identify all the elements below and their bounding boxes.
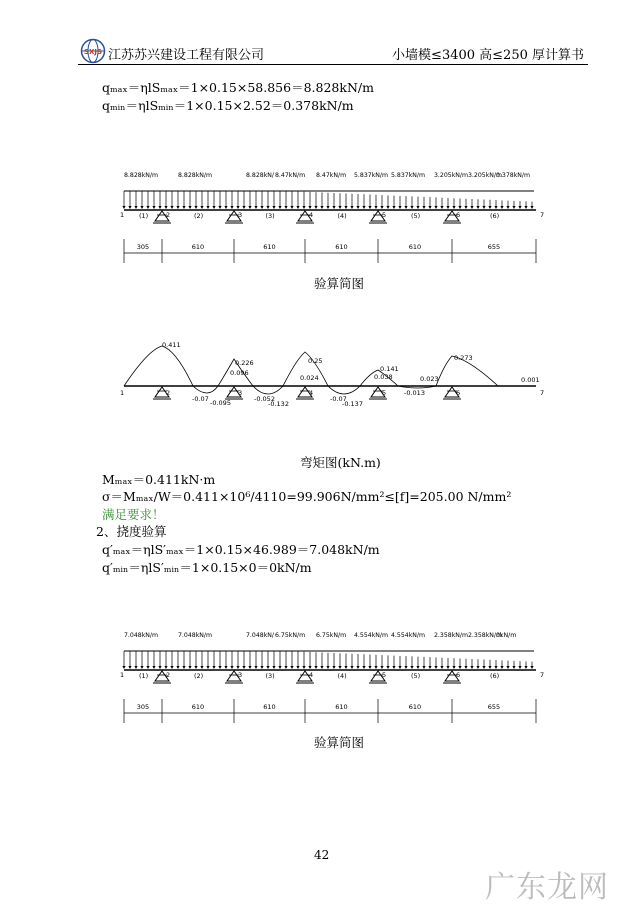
load-label: 3.205kN/m [468, 172, 503, 179]
load-arrowhead [206, 206, 209, 209]
load-arrowhead [212, 206, 215, 209]
load-arrowhead [326, 206, 329, 209]
span-label: (1) [139, 672, 149, 680]
load-arrowhead [446, 666, 449, 669]
load-label: 8.47kN/m [316, 172, 347, 179]
load-arrowhead [176, 666, 179, 669]
load-arrowhead [176, 206, 179, 209]
load-arrowhead [398, 666, 401, 669]
span-label: (2) [194, 672, 204, 680]
load-arrowhead [170, 666, 173, 669]
load-arrowhead [260, 206, 263, 209]
formula-qpmax: q′ₘₐₓ＝ηlS′ₘₐₓ＝1×0.15×46.989＝7.048kN/m [102, 542, 380, 557]
load-arrowhead [212, 666, 215, 669]
load-arrowhead [194, 206, 197, 209]
load-label: 7.048kN/m [124, 632, 159, 639]
load-arrowhead [350, 206, 353, 209]
moment-value-label: 0.038 [374, 373, 393, 381]
dimension-label: 610 [335, 243, 348, 251]
load-arrowhead [350, 666, 353, 669]
moment-value-label: 0.25 [308, 357, 323, 365]
load-arrowhead [344, 666, 347, 669]
load-label: 8.828kN/m [124, 172, 159, 179]
load-arrowhead [236, 666, 239, 669]
span-label: (2) [194, 212, 204, 220]
load-arrowhead [524, 666, 527, 669]
company-logo [80, 38, 106, 64]
watermark: 广东龙网 [485, 870, 609, 905]
load-arrowhead [362, 206, 365, 209]
dimension-label: 610 [263, 703, 276, 711]
load-arrowhead [224, 666, 227, 669]
load-arrowhead [476, 666, 479, 669]
load-arrowhead [290, 666, 293, 669]
load-arrowhead [434, 666, 437, 669]
load-arrowhead [284, 666, 287, 669]
node-label: 2 [166, 211, 171, 219]
load-arrowhead [188, 666, 191, 669]
load-arrowhead [404, 666, 407, 669]
calculation-diagram-1 [118, 165, 548, 275]
load-arrowhead [200, 206, 203, 209]
load-arrowhead [374, 666, 377, 669]
load-arrowhead [170, 206, 173, 209]
load-arrowhead [200, 666, 203, 669]
load-arrowhead [290, 206, 293, 209]
load-arrowhead [182, 206, 185, 209]
load-arrowhead [266, 666, 269, 669]
span-label: (3) [265, 672, 275, 680]
load-arrowhead [494, 206, 497, 209]
node-label: 4 [309, 671, 314, 679]
load-arrowhead [470, 666, 473, 669]
span-label: (6) [490, 672, 500, 680]
load-arrowhead [428, 206, 431, 209]
load-arrowhead [206, 666, 209, 669]
load-arrowhead [446, 206, 449, 209]
load-arrowhead [140, 206, 143, 209]
load-arrowhead [530, 206, 533, 209]
node-label: 6 [456, 671, 461, 679]
node-label: 2 [166, 671, 171, 679]
load-label: 3.205kN/m [434, 172, 469, 179]
load-arrowhead [338, 206, 341, 209]
load-arrowhead [242, 206, 245, 209]
load-arrowhead [266, 206, 269, 209]
load-arrowhead [506, 206, 509, 209]
load-label: 4.554kN/m [354, 632, 389, 639]
load-arrowhead [320, 666, 323, 669]
load-arrowhead [332, 206, 335, 209]
load-arrowhead [278, 666, 281, 669]
load-arrowhead [398, 206, 401, 209]
dimension-label: 610 [335, 703, 348, 711]
node-label: 7 [540, 671, 545, 679]
moment-value-label: -0.013 [404, 389, 425, 397]
load-arrowhead [464, 206, 467, 209]
caption-diagram-2: 验算简图 [314, 735, 365, 750]
result-mmax: Mₘₐₓ＝0.411kN·m [102, 472, 216, 487]
load-arrowhead [494, 666, 497, 669]
company-name: 江苏苏兴建设工程有限公司 [108, 48, 265, 63]
load-label: 4.554kN/m [391, 632, 426, 639]
moment-diagram [118, 335, 558, 415]
load-arrowhead [326, 666, 329, 669]
span-label: (5) [411, 212, 421, 220]
load-arrowhead [452, 666, 455, 669]
load-arrowhead [524, 206, 527, 209]
load-arrowhead [458, 666, 461, 669]
load-label: 2.358kN/m [434, 632, 469, 639]
caption-diagram-1: 验算简图 [314, 276, 365, 291]
dimension-label: 610 [408, 243, 422, 251]
node-label: 1 [120, 211, 125, 219]
load-arrowhead [452, 206, 455, 209]
dimension-label: 610 [191, 703, 205, 711]
moment-value-label: 0.024 [300, 374, 319, 382]
load-arrowhead [392, 206, 395, 209]
load-label: 8.47kN/m [275, 172, 306, 179]
load-arrowhead [260, 666, 263, 669]
load-arrowhead [188, 206, 191, 209]
load-arrowhead [518, 206, 521, 209]
load-arrowhead [230, 666, 233, 669]
load-arrowhead [152, 206, 155, 209]
load-arrowhead [530, 666, 533, 669]
moment-curve [124, 346, 536, 394]
load-arrowhead [128, 206, 131, 209]
load-arrowhead [374, 206, 377, 209]
header-rule [78, 64, 588, 65]
load-arrowhead [356, 206, 359, 209]
load-arrowhead [380, 206, 383, 209]
load-arrowhead [236, 206, 239, 209]
node-label: 7 [540, 389, 545, 397]
dimension-label: 305 [136, 703, 150, 711]
load-arrowhead [164, 206, 167, 209]
load-arrowhead [218, 666, 221, 669]
load-arrowhead [140, 666, 143, 669]
dimension-label: 610 [191, 243, 205, 251]
load-arrowhead [308, 666, 311, 669]
load-arrowhead [314, 206, 317, 209]
load-arrowhead [362, 666, 365, 669]
moment-value-label: -0.132 [268, 400, 289, 408]
load-arrowhead [284, 206, 287, 209]
load-arrowhead [158, 666, 161, 669]
node-label: 1 [120, 671, 125, 679]
load-arrowhead [182, 666, 185, 669]
load-arrowhead [122, 666, 125, 669]
load-arrowhead [416, 666, 419, 669]
load-label: 6.75kN/m [275, 632, 306, 639]
load-arrowhead [248, 206, 251, 209]
load-arrowhead [278, 206, 281, 209]
load-label: 5.837kN/m [354, 172, 389, 179]
load-arrowhead [332, 666, 335, 669]
load-label: 2.358kN/m [468, 632, 503, 639]
formula-qpmin: q′ₘᵢₙ＝ηlS′ₘᵢₙ＝1×0.15×0＝0kN/m [102, 560, 312, 575]
moment-value-label: 0.141 [380, 365, 399, 373]
load-arrowhead [224, 206, 227, 209]
load-label: 8.828kN/ [246, 172, 275, 179]
load-arrowhead [134, 206, 137, 209]
load-arrowhead [506, 666, 509, 669]
load-arrowhead [482, 206, 485, 209]
load-arrowhead [338, 666, 341, 669]
load-arrowhead [356, 666, 359, 669]
load-arrowhead [422, 666, 425, 669]
node-label: 6 [456, 389, 461, 397]
load-arrowhead [314, 666, 317, 669]
load-arrowhead [500, 666, 503, 669]
span-label: (5) [411, 672, 421, 680]
moment-value-label: -0.07 [192, 395, 209, 403]
load-label: 7.048kN/ [246, 632, 275, 639]
moment-value-label: 0.226 [235, 359, 254, 367]
load-arrowhead [320, 206, 323, 209]
caption-moment: 弯矩图(kN.m) [300, 455, 381, 470]
node-label: 5 [382, 389, 387, 397]
load-arrowhead [218, 206, 221, 209]
logo-text: SXJS [83, 48, 103, 56]
node-label: 5 [382, 211, 387, 219]
load-label: 7.048kN/m [178, 632, 213, 639]
load-arrowhead [386, 206, 389, 209]
moment-value-label: 0.001 [521, 376, 540, 384]
dimension-label: 305 [136, 243, 150, 251]
load-arrowhead [386, 666, 389, 669]
dimension-label: 655 [487, 243, 501, 251]
load-label: 6.75kN/m [316, 632, 347, 639]
load-arrowhead [272, 206, 275, 209]
load-label: 8.828kN/m [178, 172, 213, 179]
load-arrowhead [134, 666, 137, 669]
load-arrowhead [464, 666, 467, 669]
load-arrowhead [380, 666, 383, 669]
span-label: (4) [337, 212, 347, 220]
load-arrowhead [458, 206, 461, 209]
load-label: 0kN/m [496, 632, 517, 639]
load-arrowhead [254, 666, 257, 669]
moment-value-label: 0.096 [230, 369, 249, 377]
load-arrowhead [152, 666, 155, 669]
formula-qmax: qₘₐₓ＝ηlSₘₐₓ＝1×0.15×58.856＝8.828kN/m [102, 80, 374, 95]
moment-value-label: -0.137 [342, 400, 363, 408]
dimension-label: 655 [487, 703, 501, 711]
node-label: 3 [238, 211, 243, 219]
load-arrowhead [410, 666, 413, 669]
moment-value-label: 0.273 [454, 354, 473, 362]
result-sigma: σ＝Mₘₐₓ/W＝0.411×10⁶/4110=99.906N/mm²≤[f]=205.00 N/mm² [102, 489, 512, 504]
span-label: (6) [490, 212, 500, 220]
load-arrowhead [164, 666, 167, 669]
load-arrowhead [422, 206, 425, 209]
load-arrowhead [296, 666, 299, 669]
load-arrowhead [488, 666, 491, 669]
moment-value-label: 0.411 [162, 341, 181, 349]
load-arrowhead [368, 206, 371, 209]
page-number: 42 [314, 848, 330, 862]
load-arrowhead [128, 666, 131, 669]
load-arrowhead [146, 666, 149, 669]
dimension-label: 610 [408, 703, 422, 711]
load-arrowhead [428, 666, 431, 669]
load-arrowhead [242, 666, 245, 669]
load-arrowhead [296, 206, 299, 209]
document-title: 小墙模≤3400 高≤250 厚计算书 [392, 48, 584, 63]
moment-value-label: 0.023 [420, 375, 439, 383]
load-arrowhead [302, 206, 305, 209]
moment-value-label: -0.07 [330, 395, 347, 403]
load-arrowhead [122, 206, 125, 209]
section-heading-deflection: 2、挠度验算 [96, 524, 167, 539]
calculation-diagram-2 [118, 625, 548, 735]
load-arrowhead [410, 206, 413, 209]
load-arrowhead [308, 206, 311, 209]
load-arrowhead [434, 206, 437, 209]
load-arrowhead [230, 206, 233, 209]
node-label: 5 [382, 671, 387, 679]
load-arrowhead [344, 206, 347, 209]
load-arrowhead [476, 206, 479, 209]
node-label: 4 [309, 389, 314, 397]
load-arrowhead [146, 206, 149, 209]
load-arrowhead [194, 666, 197, 669]
dimension-label: 610 [263, 243, 276, 251]
node-label: 6 [456, 211, 461, 219]
load-arrowhead [470, 206, 473, 209]
load-label: 0.378kN/m [496, 172, 531, 179]
load-arrowhead [302, 666, 305, 669]
span-label: (4) [337, 672, 347, 680]
result-ok: 满足要求！ [102, 507, 165, 522]
load-arrowhead [248, 666, 251, 669]
load-arrowhead [158, 206, 161, 209]
node-label: 7 [540, 211, 545, 219]
node-label: 4 [309, 211, 314, 219]
load-arrowhead [500, 206, 503, 209]
formula-qmin: qₘᵢₙ＝ηlSₘᵢₙ＝1×0.15×2.52＝0.378kN/m [102, 98, 354, 113]
load-label: 5.837kN/m [391, 172, 426, 179]
span-label: (1) [139, 212, 149, 220]
load-arrowhead [416, 206, 419, 209]
node-label: 3 [238, 671, 243, 679]
node-label: 1 [120, 389, 125, 397]
load-arrowhead [254, 206, 257, 209]
node-label: 3 [238, 389, 243, 397]
moment-value-label: -0.095 [210, 399, 231, 407]
load-arrowhead [440, 666, 443, 669]
load-arrowhead [518, 666, 521, 669]
load-arrowhead [488, 206, 491, 209]
node-label: 2 [166, 389, 171, 397]
moment-value-label: -0.052 [254, 395, 275, 403]
load-arrowhead [512, 206, 515, 209]
load-arrowhead [440, 206, 443, 209]
load-arrowhead [404, 206, 407, 209]
load-arrowhead [512, 666, 515, 669]
span-label: (3) [265, 212, 275, 220]
load-arrowhead [368, 666, 371, 669]
load-arrowhead [482, 666, 485, 669]
load-arrowhead [272, 666, 275, 669]
load-arrowhead [392, 666, 395, 669]
